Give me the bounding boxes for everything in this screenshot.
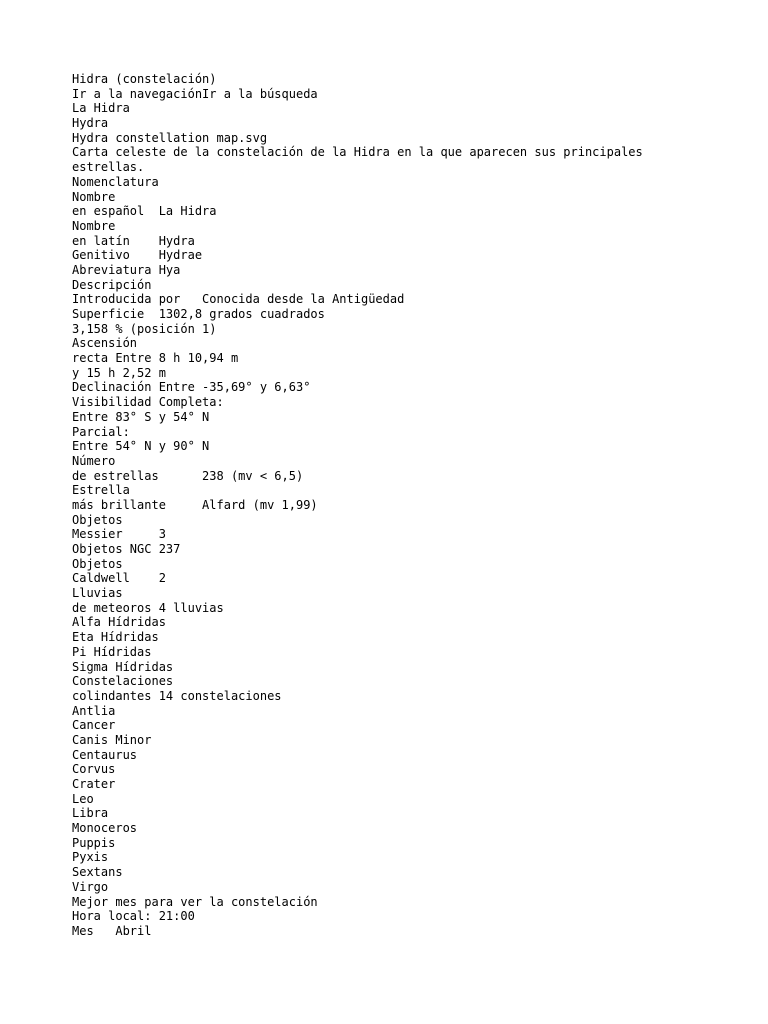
list-item: Pi Hídridas [72, 644, 152, 659]
text-line: Hora local: 21:00 [72, 909, 195, 924]
text-line: Lluvias [72, 586, 123, 601]
text-line: Estrella [72, 483, 130, 498]
list-item: Puppis [72, 835, 116, 850]
text-line: Declinación Entre -35,69° y 6,63° [72, 380, 311, 395]
text-line: Entre 54° N y 90° N [72, 439, 210, 454]
text-line: Caldwell 2 [72, 571, 166, 586]
text-line: Introducida por Conocida desde la Antigüedad [72, 292, 405, 307]
text-line: Hydra [72, 116, 109, 131]
list-item: Libra [72, 806, 109, 821]
text-line: más brillante Alfard (mv 1,99) [72, 497, 318, 512]
list-item: Monoceros [72, 821, 138, 836]
list-item: Antlia [72, 703, 116, 718]
list-item: Corvus [72, 762, 116, 777]
text-line: Ascensión [72, 336, 138, 351]
text-line: de meteoros 4 lluvias [72, 600, 224, 615]
list-item: Virgo [72, 879, 109, 894]
text-line: Parcial: [72, 424, 130, 439]
section-heading: Descripción [72, 277, 152, 292]
list-item: Leo [72, 791, 94, 806]
text-line: Abreviatura Hya [72, 262, 181, 277]
text-line: Visibilidad Completa: [72, 395, 224, 410]
list-item: Centaurus [72, 747, 138, 762]
list-item: Cancer [72, 718, 116, 733]
text-line: Mejor mes para ver la constelación [72, 894, 318, 909]
document-body [72, 72, 712, 939]
text-line: y 15 h 2,52 m [72, 365, 166, 380]
text-line: colindantes 14 constelaciones [72, 688, 282, 703]
text-line: La Hidra [72, 101, 130, 116]
list-item: Eta Hídridas [72, 630, 159, 645]
text-line: en español La Hidra [72, 204, 217, 219]
text-line: Entre 83° S y 54° N [72, 409, 210, 424]
text-line: Número [72, 453, 116, 468]
list-item: Pyxis [72, 850, 109, 865]
section-heading: Nomenclatura [72, 174, 159, 189]
list-item: Sextans [72, 865, 123, 880]
list-item: Crater [72, 777, 116, 791]
image-caption: Carta celeste de la constelación de la Hidra en la que aparecen sus principales [72, 145, 643, 160]
navigation-links: Ir a la navegaciónIr a la búsqueda [72, 86, 318, 101]
image-filename: Hydra constellation map.svg [72, 130, 268, 145]
text-line: Superficie 1302,8 grados cuadrados [72, 307, 325, 321]
text-line: recta Entre 8 h 10,94 m [72, 351, 239, 366]
image-caption: estrellas. [72, 160, 145, 175]
page-title: Hidra (constelación) [72, 72, 217, 86]
text-line: Objetos NGC 237 [72, 542, 181, 556]
list-item: Canis Minor [72, 732, 152, 747]
text-line: Objetos [72, 512, 123, 527]
list-item: Sigma Hídridas [72, 659, 174, 674]
text-line: en latín Hydra [72, 233, 195, 248]
text-line: Nombre [72, 189, 116, 204]
text-line: de estrellas 238 (mv < 6,5) [72, 468, 304, 483]
text-line: Constelaciones [72, 674, 174, 689]
text-line: Messier 3 [72, 527, 166, 542]
list-item: Alfa Hídridas [72, 615, 166, 630]
text-line: Objetos [72, 556, 123, 571]
text-line: Mes Abril [72, 923, 152, 938]
text-line: Nombre [72, 218, 116, 233]
text-line: Genitivo Hydrae [72, 248, 203, 263]
text-line: 3,158 % (posición 1) [72, 321, 217, 336]
